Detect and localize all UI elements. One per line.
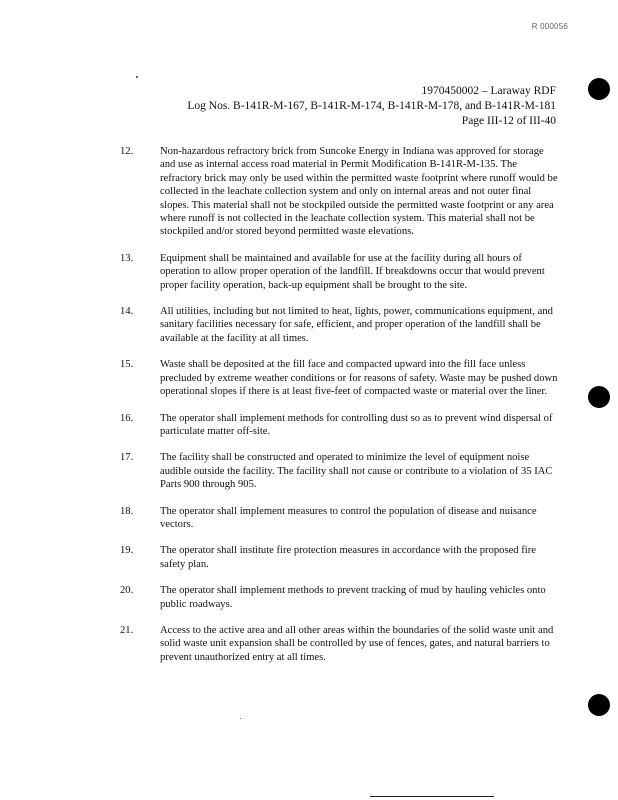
condition-text: The operator shall implement methods to prevent tracking of mud by hauling vehicles onto public roadways. [160, 585, 546, 610]
punch-hole-middle [588, 386, 610, 408]
condition-text: The operator shall implement methods for controlling dust so as to prevent wind dispersal of particulate matter off-site. [160, 412, 553, 437]
condition-number: 15. [120, 359, 134, 371]
condition-text: Equipment shall be maintained and available for use at the facility during all hours of operation to allow proper operation of the landfill. If breakdowns occur that would prevent proper facility operation, back-up equipment shall be brought to the site. [160, 252, 545, 291]
header-log-numbers: Log Nos. B-141R-M-167, B-141R-M-174, B-141R-M-178, and B-141R-M-181 [187, 100, 556, 112]
scan-speck [240, 718, 241, 719]
condition-list [120, 145, 560, 677]
condition-number: 12. [120, 146, 134, 157]
condition-item [120, 252, 560, 292]
condition-number: 13. [120, 252, 134, 264]
condition-item [120, 451, 560, 491]
condition-text: Access to the active area and all other areas within the boundaries of the solid waste unit and solid waste unit expansion shall be controlled by use of fences, gates, and natural barriers to prevent unauthorized entry at all times. [160, 624, 554, 663]
punch-hole-top [588, 78, 610, 100]
punch-hole-bottom [588, 694, 610, 716]
condition-text: All utilities, including but not limited to heat, lights, power, communications equipment, and sanitary facilities necessary for safe, efficient, and proper operation of the landfill shall be available at the facility at all times. [160, 306, 553, 344]
condition-item [120, 584, 560, 611]
condition-item [120, 358, 560, 398]
condition-item [120, 145, 560, 239]
condition-number: 19. [120, 545, 134, 557]
condition-number: 20. [120, 585, 134, 597]
condition-item [120, 505, 560, 532]
condition-item [120, 624, 560, 664]
condition-item [120, 305, 560, 345]
condition-text: The operator shall institute fire protection measures in accordance with the proposed fire safety plan. [160, 545, 536, 570]
condition-number: 18. [120, 505, 134, 517]
condition-number: 14. [120, 306, 134, 318]
condition-item [120, 544, 560, 571]
condition-number: 21. [120, 624, 134, 636]
condition-text: The facility shall be constructed and operated to minimize the level of equipment noise audible outside the facility. The facility shall not cause or contribute to a violation of 35 IAC Parts 900 through 905. [160, 452, 553, 491]
bates-number: R 000056 [531, 22, 568, 31]
scan-speck [136, 76, 138, 78]
condition-text: Waste shall be deposited at the fill face and compacted upward into the fill face unless precluded by extreme weather conditions or for reasons of safety. Waste may be pushed down operational slopes if there is at least five-feet of compacted waste or material over the liner. [160, 359, 558, 398]
condition-number: 16. [120, 412, 134, 424]
condition-text: The operator shall implement measures to control the population of disease and nuisance vectors. [160, 505, 537, 530]
page-header [187, 84, 556, 129]
header-permit-id: 1970450002 – Laraway RDF [421, 85, 556, 97]
condition-number: 17. [120, 452, 134, 464]
header-page-number: Page III-12 of III-40 [461, 115, 556, 127]
condition-text: Non-hazardous refractory brick from Suncoke Energy in Indiana was approved for storage and use as internal access road material in Permit Modification B-141R-M-135. The refractory brick may only be used within the permitted waste footprint where runoff would be collected in the leachate collection system and only on internal areas and not outer final slopes. This material shall not be stockpiled outside the permitted waste footprint or any area where runoff is not collected in the leachate collection system. This material shall not be stockpiled and/or stored beyond permitted waste elevations. [160, 146, 558, 238]
footer-rule [370, 796, 494, 797]
condition-item [120, 412, 560, 439]
